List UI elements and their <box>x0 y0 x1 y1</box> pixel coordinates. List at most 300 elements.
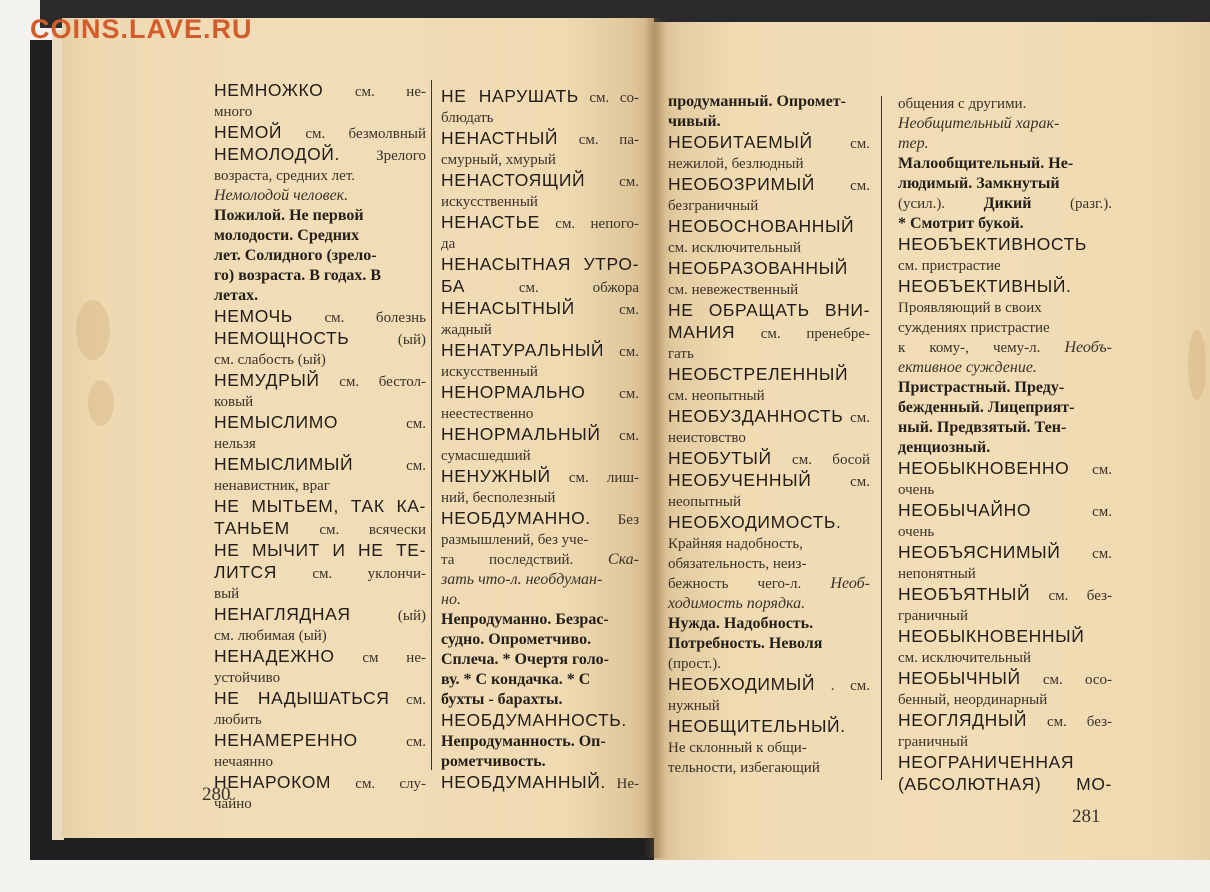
dictionary-line <box>668 196 870 216</box>
dictionary-line <box>668 258 870 280</box>
entry-text: судно. Опрометчиво. <box>441 631 592 648</box>
headword: НЕОБЫЧАЙНО <box>898 500 1032 520</box>
entry-text: тельности, избегающий <box>668 760 820 776</box>
dictionary-line <box>898 458 1112 480</box>
entry-text: к кому-, чему-л. <box>898 340 1065 356</box>
entry-text: искусственный <box>441 364 538 380</box>
dictionary-line <box>214 434 426 454</box>
dictionary-line <box>898 542 1112 564</box>
entry-text: го) возраста. В годах. В <box>214 267 382 284</box>
dictionary-line <box>214 144 426 166</box>
entry-text: искусственный <box>441 194 538 210</box>
entry-text: см. <box>600 428 639 444</box>
entry-text: обязательность, неиз- <box>668 556 807 572</box>
dictionary-line <box>898 194 1112 214</box>
entry-text: Пристрастный. Преду- <box>898 379 1065 396</box>
column-divider <box>881 96 882 780</box>
entry-text: (ый) <box>350 608 426 624</box>
entry-text: Без <box>590 512 639 528</box>
entry-text: Крайняя надобность, <box>668 536 803 552</box>
headword: НЕОБДУМАННЫЙ. <box>441 772 606 792</box>
entry-text: нужный <box>668 698 720 714</box>
entry-text: Необщительный харак- <box>898 115 1060 132</box>
entry-text: Дикий <box>983 195 1032 212</box>
dictionary-line <box>441 212 639 234</box>
entry-text: см. пристрастие <box>898 258 1001 274</box>
dictionary-line <box>898 114 1112 134</box>
headword: НЕМЫСЛИМЫЙ <box>214 454 354 474</box>
dictionary-line <box>214 646 426 668</box>
dictionary-line <box>214 328 426 350</box>
dictionary-line <box>441 630 639 650</box>
headword: НЕНАСТЬЕ <box>441 212 540 232</box>
dictionary-line <box>898 606 1112 626</box>
entry-text: та последствий. <box>441 552 608 568</box>
dictionary-line <box>214 306 426 328</box>
headword: НЕНАДЕЖНО <box>214 646 335 666</box>
headword: НЕНАСТНЫЙ <box>441 128 559 148</box>
book-gutter <box>644 18 666 858</box>
paper-stain <box>76 300 110 360</box>
headword: НЕ НАДЫШАТЬСЯ <box>214 688 390 708</box>
dictionary-line <box>441 108 639 128</box>
headword: НЕОБОЗРИМЫЙ <box>668 174 815 194</box>
headword: НЕМНОЖКО <box>214 80 324 100</box>
entry-text: вый <box>214 586 240 602</box>
dictionary-line <box>668 364 870 386</box>
dictionary-line <box>214 584 426 604</box>
dictionary-line <box>668 716 870 738</box>
right-page-column-1 <box>668 92 870 778</box>
entry-text: Потребность. Неволя <box>668 635 823 652</box>
entry-text: см. <box>389 692 426 708</box>
entry-text: устойчиво <box>214 670 281 686</box>
dictionary-line <box>214 730 426 752</box>
entry-text: см. болезнь <box>292 310 426 326</box>
entry-text: да <box>441 236 456 252</box>
entry-text: неестественно <box>441 406 534 422</box>
dictionary-line <box>214 226 426 246</box>
headword: НЕМОЩНОСТЬ <box>214 328 350 348</box>
entry-text: граничный <box>898 608 969 624</box>
page-number-right: 281 <box>1072 806 1101 827</box>
headword: НЕМОЛОДОЙ. <box>214 144 340 164</box>
entry-text: см. <box>338 416 426 432</box>
entry-text: см. <box>811 474 870 490</box>
entry-text: ненавистник, враг <box>214 478 330 494</box>
dictionary-line <box>214 752 426 772</box>
entry-text: нечаянно <box>214 754 273 770</box>
dictionary-line <box>668 614 870 634</box>
dictionary-line <box>441 446 639 466</box>
entry-text: см. <box>1060 546 1112 562</box>
headword: НЕНАГЛЯДНАЯ <box>214 604 351 624</box>
dictionary-line <box>898 214 1112 234</box>
entry-text: очень <box>898 482 935 498</box>
entry-text: ективное суждение. <box>898 359 1037 376</box>
dictionary-line <box>668 174 870 196</box>
entry-text: Немолодой человек. <box>214 187 349 204</box>
dictionary-line <box>214 562 426 584</box>
dictionary-line <box>898 318 1112 338</box>
dictionary-line <box>441 590 639 610</box>
headword: НЕ МЫТЬЕМ, ТАК КА- <box>214 496 426 516</box>
entry-text: безграничный <box>668 198 759 214</box>
entry-text: см. непого- <box>539 216 639 232</box>
dictionary-line <box>898 564 1112 584</box>
dictionary-line <box>668 112 870 132</box>
entry-text: Малообщительный. Не- <box>898 155 1074 172</box>
entry-text: см. всячески <box>289 522 426 538</box>
entry-text: любить <box>214 712 262 728</box>
dictionary-line <box>668 238 870 258</box>
entry-text: см. бестол- <box>319 374 426 390</box>
dictionary-line <box>668 344 870 364</box>
entry-text: граничный <box>898 734 969 750</box>
headword: НЕНАСТОЯЩИЙ <box>441 170 586 190</box>
entry-text: Нужда. Надобность. <box>668 615 814 632</box>
dictionary-line <box>668 470 870 492</box>
dictionary-line <box>441 234 639 254</box>
dictionary-line <box>214 392 426 412</box>
dictionary-line <box>668 492 870 512</box>
dictionary-line <box>898 648 1112 668</box>
entry-text: денциозный. <box>898 439 991 456</box>
dictionary-line <box>898 500 1112 522</box>
watermark-text: COINS.LAVE.RU <box>30 14 253 44</box>
dictionary-line <box>214 206 426 226</box>
dictionary-line <box>214 122 426 144</box>
entry-text: см. со- <box>578 90 639 106</box>
entry-text: лет. Солидного (зрело- <box>214 247 377 264</box>
dictionary-line <box>441 150 639 170</box>
entry-text: но. <box>441 591 461 608</box>
dictionary-line <box>898 338 1112 358</box>
entry-text: см. <box>843 410 870 426</box>
dictionary-line <box>214 540 426 562</box>
entry-text: см не- <box>334 650 426 666</box>
entry-text: см. любимая (ый) <box>214 628 327 644</box>
dictionary-line <box>898 710 1112 732</box>
dictionary-line <box>898 134 1112 154</box>
entry-text: см. <box>814 178 870 194</box>
entry-text: (усил.). <box>898 196 984 212</box>
entry-text: см. неопытный <box>668 388 765 404</box>
dictionary-line <box>441 610 639 630</box>
entry-text: нежилой, безлюдный <box>668 156 804 172</box>
dictionary-line <box>668 574 870 594</box>
entry-text: неистовство <box>668 430 746 446</box>
dictionary-line <box>441 254 639 276</box>
dictionary-line <box>214 710 426 730</box>
entry-text: Ска- <box>607 551 639 568</box>
entry-text: ный. Предвзятый. Тен- <box>898 419 1067 436</box>
entry-text: см. <box>585 174 639 190</box>
entry-text: суждениях пристрастие <box>898 320 1050 336</box>
paper-stain <box>88 380 114 426</box>
dictionary-line <box>898 438 1112 458</box>
dictionary-line <box>441 276 639 298</box>
dictionary-line <box>668 448 870 470</box>
entry-text: чайно <box>214 796 252 812</box>
dictionary-line <box>214 688 426 710</box>
dictionary-line <box>898 276 1112 298</box>
dictionary-line <box>441 86 639 108</box>
entry-text: см. слу- <box>331 776 426 792</box>
headword: НЕОБИТАЕМЫЙ <box>668 132 813 152</box>
paper-stain <box>1188 330 1206 400</box>
dictionary-line <box>668 428 870 448</box>
dictionary-line <box>668 92 870 112</box>
entry-text: см. <box>812 136 870 152</box>
dictionary-line <box>441 320 639 340</box>
dictionary-line <box>668 696 870 716</box>
dictionary-line <box>668 386 870 406</box>
dictionary-line <box>441 710 639 732</box>
entry-text: (разг.). <box>1031 196 1112 212</box>
headword: НЕ НАРУШАТЬ <box>441 86 579 106</box>
headword: НЕНОРМАЛЬНЫЙ <box>441 424 601 444</box>
entry-text: (прост.). <box>668 656 721 672</box>
dictionary-line <box>441 170 639 192</box>
entry-text: * Смотрит букой. <box>898 215 1024 232</box>
headword: НЕОБОСНОВАННЫЙ <box>668 216 855 236</box>
entry-text: чивый. <box>668 113 721 130</box>
headword: НЕНАРОКОМ <box>214 772 332 792</box>
entry-text: много <box>214 104 253 120</box>
headword: НЕОБЫЧНЫЙ <box>898 668 1021 688</box>
entry-text: см. слабость (ый) <box>214 352 326 368</box>
headword: НЕОБХОДИМЫЙ <box>668 674 816 694</box>
dictionary-line <box>668 554 870 574</box>
dictionary-line <box>668 654 870 674</box>
entry-text: см. <box>1031 504 1112 520</box>
headword: МАНИЯ <box>668 322 736 342</box>
dictionary-line <box>898 480 1112 500</box>
headword: НЕМУДРЫЙ <box>214 370 320 390</box>
entry-text: см. исключительный <box>668 240 801 256</box>
dictionary-line <box>668 738 870 758</box>
entry-text: жадный <box>441 322 492 338</box>
entry-text: бухты - барахты. <box>441 691 563 708</box>
entry-text: см. осо- <box>1020 672 1112 688</box>
headword: НЕОБУЧЕННЫЙ <box>668 470 812 490</box>
page-number-left: 280 <box>202 784 231 805</box>
headword: НЕНАСЫТНЫЙ <box>441 298 575 318</box>
entry-text: очень <box>898 524 935 540</box>
entry-text: бежденный. Лицеприят- <box>898 399 1075 416</box>
dictionary-line <box>214 772 426 794</box>
headword: НЕОБУЗДАННОСТЬ <box>668 406 844 426</box>
dictionary-line <box>898 690 1112 710</box>
headword: НЕНАСЫТНАЯ УТРО- <box>441 254 639 274</box>
entry-text: см. безмолвный <box>282 126 426 142</box>
dictionary-line <box>441 752 639 772</box>
column-divider <box>431 80 432 770</box>
entry-text: бенный, неординарный <box>898 692 1048 708</box>
entry-text: размышлений, без уче- <box>441 532 589 548</box>
dictionary-line <box>668 634 870 654</box>
entry-text: см. лиш- <box>550 470 639 486</box>
dictionary-line <box>898 418 1112 438</box>
entry-text: ходимость порядка. <box>668 595 806 612</box>
dictionary-line <box>214 370 426 392</box>
dictionary-line <box>898 732 1112 752</box>
dictionary-line <box>441 772 639 794</box>
headword: НЕОБСТРЕЛЕННЫЙ <box>668 364 849 384</box>
dictionary-line <box>668 300 870 322</box>
entry-text: продуманный. Опромет- <box>668 93 846 110</box>
entry-text: Не- <box>605 776 639 792</box>
headword: НЕОБУТЫЙ <box>668 448 772 468</box>
headword: ЛИТСЯ <box>214 562 278 582</box>
dictionary-line <box>441 340 639 362</box>
entry-text: бежность чего-л. <box>668 576 831 592</box>
entry-text: летах. <box>214 287 259 304</box>
dictionary-line <box>441 382 639 404</box>
dictionary-line <box>214 794 426 814</box>
dictionary-line <box>214 668 426 688</box>
dictionary-line <box>441 466 639 488</box>
entry-text: ковый <box>214 394 254 410</box>
dictionary-line <box>668 216 870 238</box>
left-page-column-1 <box>214 80 426 814</box>
dictionary-line <box>441 128 639 150</box>
entry-text: см. без- <box>1027 714 1112 730</box>
entry-text: Необъ- <box>1064 339 1112 356</box>
dictionary-line <box>214 266 426 286</box>
dictionary-line <box>214 496 426 518</box>
dictionary-line <box>441 550 639 570</box>
entry-text: неопытный <box>668 494 741 510</box>
dictionary-line <box>898 94 1112 114</box>
dictionary-line <box>898 154 1112 174</box>
dictionary-line <box>441 530 639 550</box>
dictionary-line <box>214 286 426 306</box>
dictionary-line <box>214 166 426 186</box>
dictionary-line <box>898 256 1112 276</box>
headword: НЕОБРАЗОВАННЫЙ <box>668 258 848 278</box>
entry-text: Необ- <box>830 575 870 592</box>
dictionary-line <box>214 350 426 370</box>
dictionary-line <box>214 102 426 122</box>
dictionary-line <box>898 398 1112 418</box>
dictionary-line <box>898 626 1112 648</box>
dictionary-line <box>668 758 870 778</box>
left-page-column-2 <box>441 86 639 794</box>
dictionary-line <box>898 668 1112 690</box>
entry-text: см. исключительный <box>898 650 1031 666</box>
dictionary-line <box>668 280 870 300</box>
dictionary-line <box>668 674 870 696</box>
entry-text: людимый. Замкнутый <box>898 175 1060 192</box>
entry-text: возраста, средних лет. <box>214 168 355 184</box>
entry-text: зать что-л. необдуман- <box>441 571 603 588</box>
headword: НЕ МЫЧИТ И НЕ ТЕ- <box>214 540 426 560</box>
entry-text: (ый) <box>349 332 426 348</box>
headword: НЕОБХОДИМОСТЬ. <box>668 512 842 532</box>
dictionary-line <box>441 570 639 590</box>
dictionary-line <box>441 508 639 530</box>
entry-text: см. без- <box>1030 588 1112 604</box>
dictionary-line <box>441 192 639 212</box>
entry-text: Не склонный к общи- <box>668 740 807 756</box>
dictionary-line <box>898 174 1112 194</box>
entry-text: см. <box>574 302 639 318</box>
dictionary-line <box>898 584 1112 606</box>
entry-text: Сплеча. * Очертя голо- <box>441 651 609 668</box>
entry-text: Непродуманно. Безрас- <box>441 611 609 628</box>
dictionary-line <box>214 476 426 496</box>
headword: НЕМОЙ <box>214 122 283 142</box>
entry-text: Непродуманность. Оп- <box>441 733 606 750</box>
entry-text: блюдать <box>441 110 494 126</box>
headword: НЕНАМЕРЕННО <box>214 730 358 750</box>
right-page-column-2 <box>898 94 1112 796</box>
entry-text: см. обжора <box>464 280 639 296</box>
dictionary-line <box>214 80 426 102</box>
entry-text: см. уклончи- <box>277 566 426 582</box>
entry-text: ний, бесполезный <box>441 490 556 506</box>
headword: НЕМЫСЛИМО <box>214 412 339 432</box>
headword: НЕНАТУРАЛЬНЫЙ <box>441 340 605 360</box>
dictionary-line <box>441 404 639 424</box>
headword: НЕНУЖНЫЙ <box>441 466 551 486</box>
entry-text: общения с другими. <box>898 96 1027 112</box>
dictionary-line <box>441 732 639 752</box>
dictionary-line <box>668 132 870 154</box>
dictionary-line <box>214 626 426 646</box>
dictionary-line <box>214 454 426 476</box>
dictionary-line <box>441 650 639 670</box>
dictionary-line <box>668 534 870 554</box>
headword: НЕОБЪЯТНЫЙ <box>898 584 1031 604</box>
headword: НЕОБЪЯСНИМЫЙ <box>898 542 1061 562</box>
entry-text: гать <box>668 346 694 362</box>
headword: НЕ ОБРАЩАТЬ ВНИ- <box>668 300 870 320</box>
headword: НЕОБДУМАННО. <box>441 508 591 528</box>
dictionary-line <box>898 298 1112 318</box>
headword: НЕОБЫКНОВЕННЫЙ <box>898 626 1085 646</box>
entry-text: см. <box>357 734 426 750</box>
dictionary-line <box>441 690 639 710</box>
headword: НЕОБЩИТЕЛЬНЫЙ. <box>668 716 846 736</box>
dictionary-line <box>898 378 1112 398</box>
headword: (АБСОЛЮТНАЯ) МО- <box>898 774 1112 794</box>
dictionary-line <box>441 488 639 508</box>
dictionary-line <box>668 594 870 614</box>
entry-text: см. <box>604 344 639 360</box>
dictionary-line <box>441 298 639 320</box>
entry-text: молодости. Средних <box>214 227 360 244</box>
dictionary-line <box>668 322 870 344</box>
headword: НЕОБДУМАННОСТЬ. <box>441 710 627 730</box>
headword: НЕМОЧЬ <box>214 306 293 326</box>
entry-text: см. <box>585 386 639 402</box>
entry-text: см. па- <box>558 132 639 148</box>
entry-text: см. невежественный <box>668 282 799 298</box>
entry-text: нельзя <box>214 436 256 452</box>
dictionary-line <box>898 358 1112 378</box>
entry-text: см. <box>353 458 426 474</box>
dictionary-line <box>898 522 1112 542</box>
dictionary-line <box>441 362 639 382</box>
dictionary-line <box>898 752 1112 774</box>
entry-text: Пожилой. Не первой <box>214 207 364 224</box>
entry-text: см. <box>1069 462 1112 478</box>
dictionary-line <box>214 246 426 266</box>
entry-text: см. пренебре- <box>735 326 870 342</box>
